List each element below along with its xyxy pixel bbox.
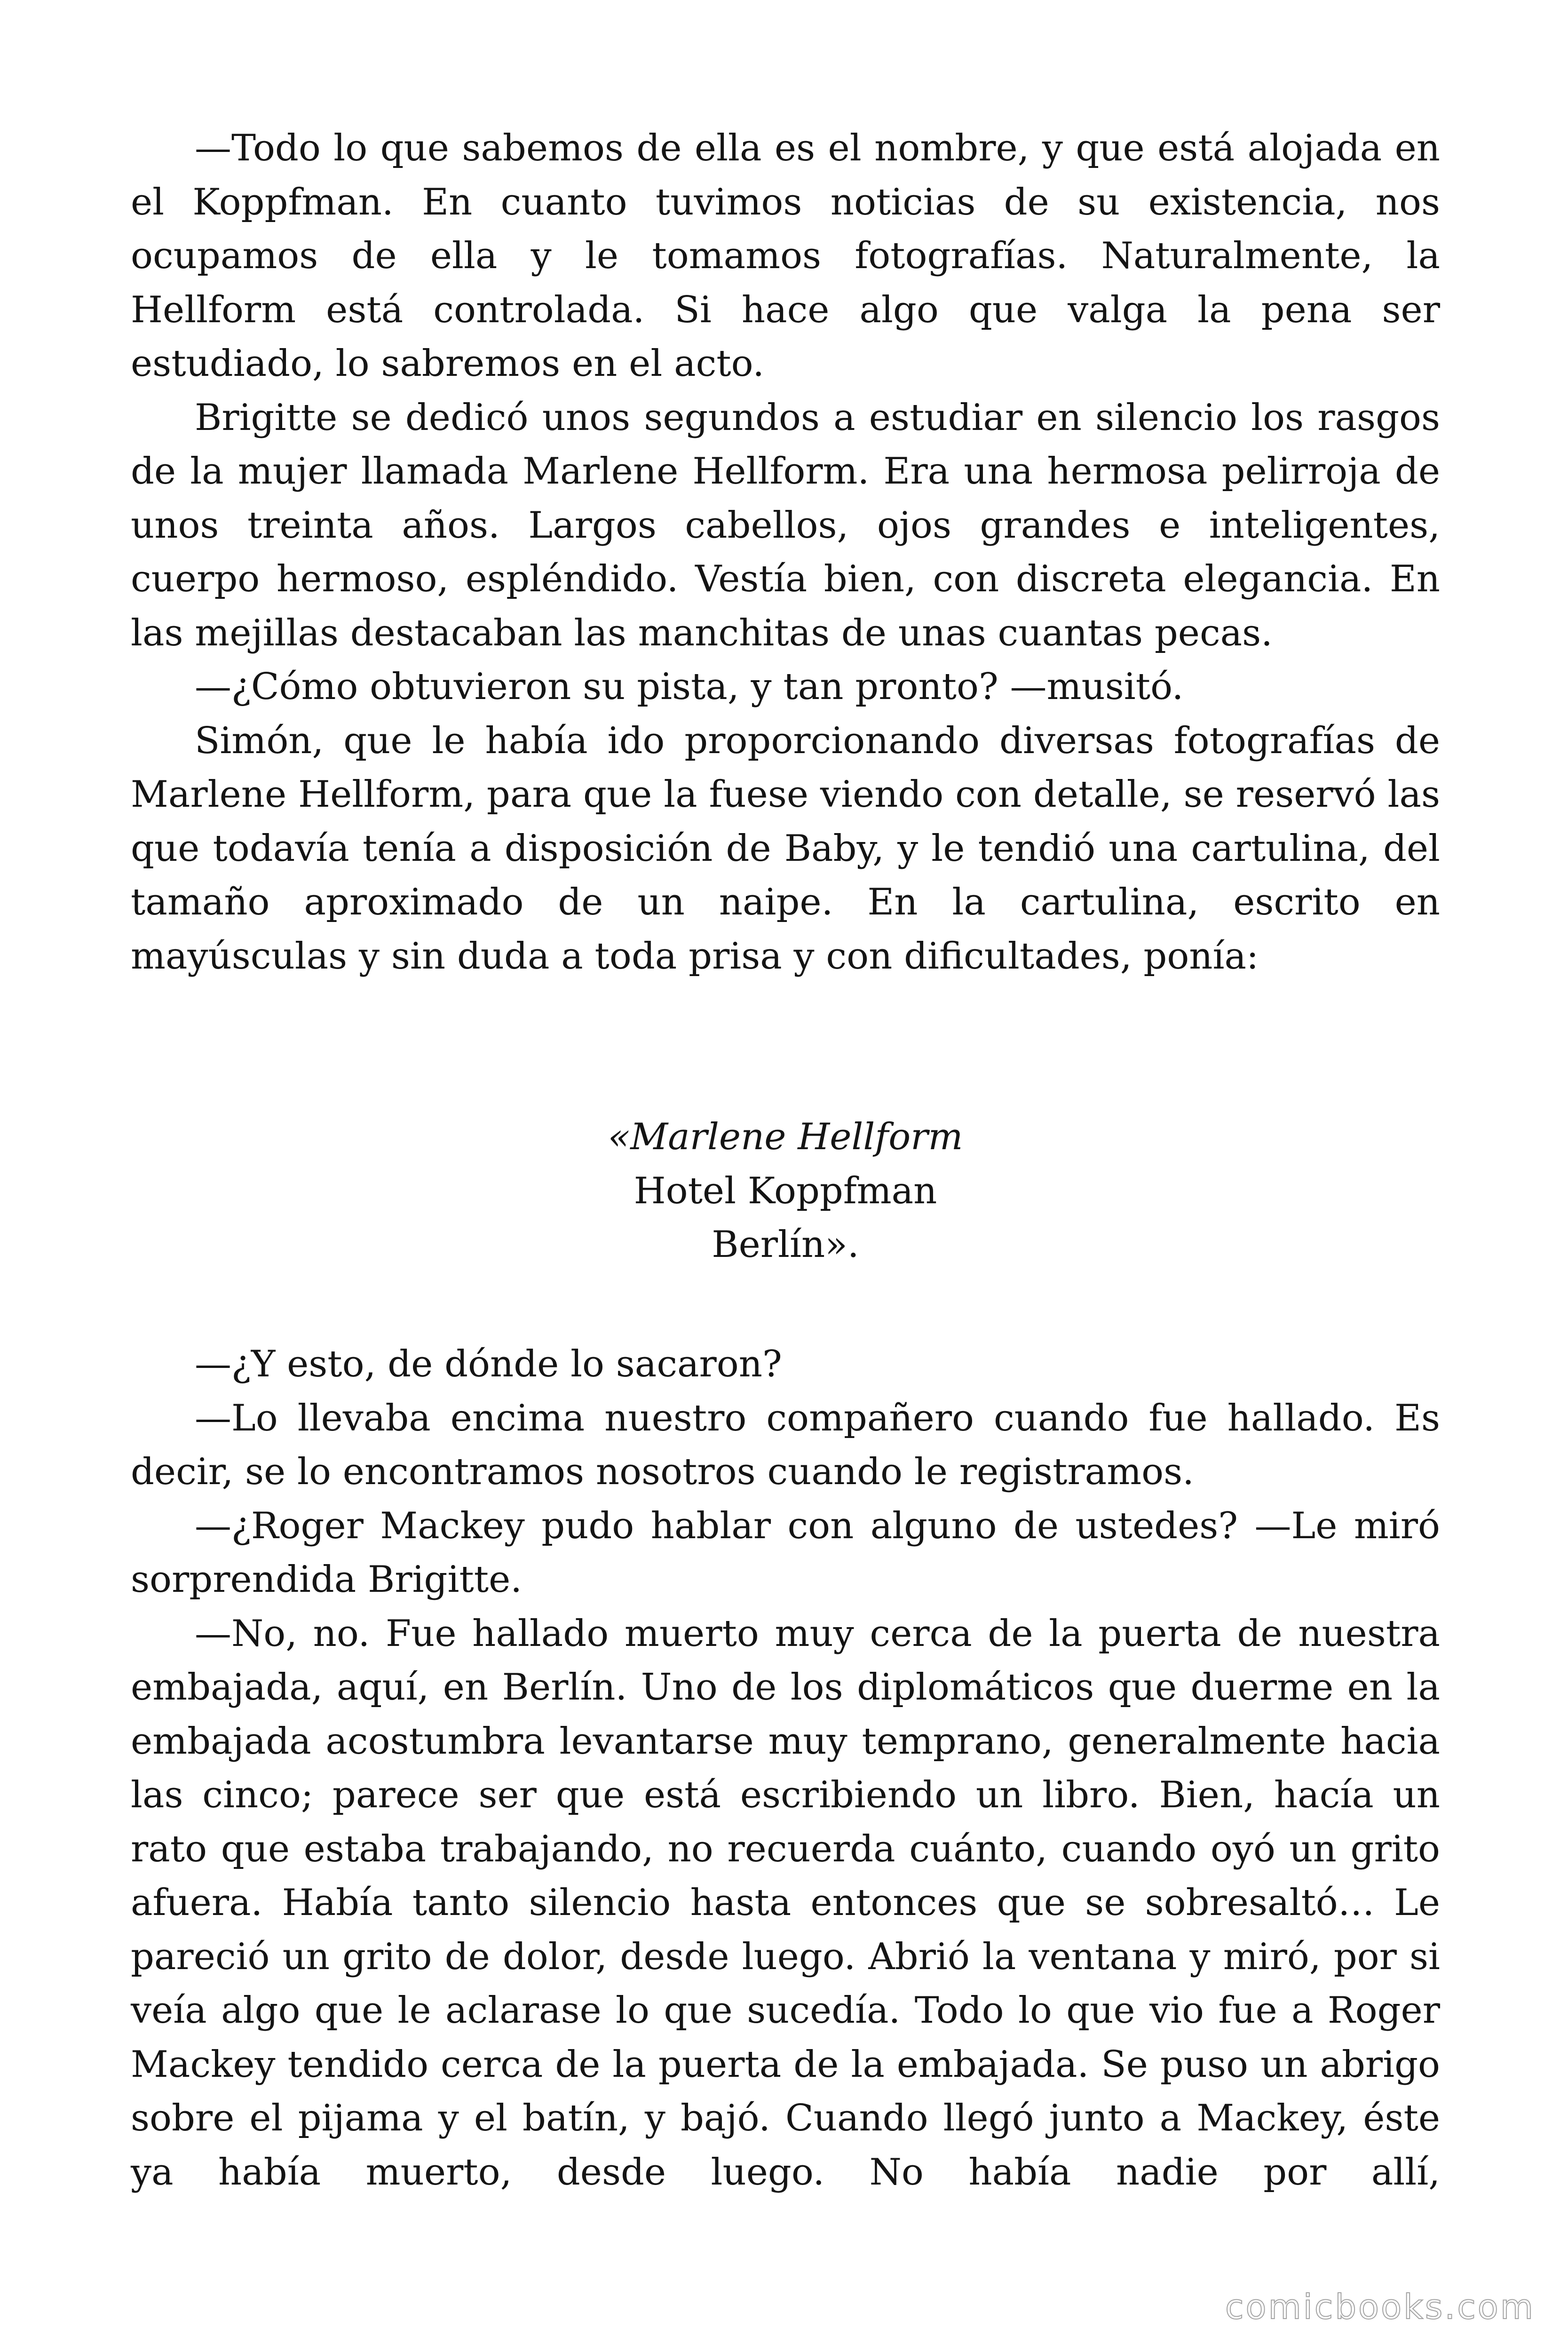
paragraph: —¿Y esto, de dónde lo sacaron?: [195, 1343, 782, 1385]
paragraph: —Todo lo que sabemos de ella es el nombre, y que está alojada en el Koppfman. En cuanto tuvimos noticias de su existencia, nos ocupamos de ella y le tomamos fotografías. Naturalmente, la Hellform está controlada. Si hace algo que valga la pena ser estudiado, lo sabremos en el acto.: [131, 127, 1440, 385]
card-inscription: [131, 1110, 1440, 1272]
paragraph: —No, no. Fue hallado muerto muy cerca de la puerta de nuestra embajada, aquí, en Berlín. Uno de los diplomáticos que duerme en la embajada acostumbra levantarse muy temprano, generalmente hacia las cinco; parece ser que está escribiendo un libro. Bien, hacía un rato que estaba trabajando, no recuerda cuánto, cuando oyó un grito afuera. Había tanto silencio hasta entonces que se sobresaltó… Le pareció un grito de dolor, desde luego. Abrió la ventana y miró, por si veía algo que le aclarase lo que sucedía. Todo lo que vio fue a Roger Mackey tendido cerca de la puerta de la embajada. Se puso un abrigo sobre el pijama y el batín, y bajó. Cuando llegó junto a Mackey, éste ya había muerto, desde luego. No había nadie por allí,: [131, 1612, 1440, 2193]
paragraph: —¿Roger Mackey pudo hablar con alguno de ustedes? —Le miró sorprendida Brigitte.: [131, 1504, 1440, 1601]
paragraph: —¿Cómo obtuvieron su pista, y tan pronto? —musitó.: [195, 666, 1184, 708]
paragraph: Simón, que le había ido proporcionando diversas fotografías de Marlene Hellform, para que la fuese viendo con detalle, se reservó las que todavía tenía a disposición de Baby, y le tendió una cartulina, del tamaño aproximado de un naipe. En la cartulina, escrito en mayúsculas y sin duda a toda prisa y con dificultades, ponía:: [131, 719, 1440, 977]
body-text-top: [131, 121, 1440, 983]
card-name-line: «Marlene Hellform: [608, 1116, 963, 1158]
card-hotel-line: Hotel Koppfman: [634, 1169, 937, 1212]
body-text-bottom: [131, 1337, 1440, 2199]
watermark: comicbooks.com: [1225, 2287, 1535, 2327]
paragraph: Brigitte se dedicó unos segundos a estudiar en silencio los rasgos de la mujer llamada Marlene Hellform. Era una hermosa pelirroja de unos treinta años. Largos cabellos, ojos grandes e inteligentes, cuerpo hermoso, espléndido. Vestía bien, con discreta elegancia. En las mejillas destacaban las manchitas de unas cuantas pecas.: [131, 396, 1440, 654]
card-city-line: Berlín».: [712, 1224, 859, 1266]
paragraph: —Lo llevaba encima nuestro compañero cuando fue hallado. Es decir, se lo encontramos nosotros cuando le registramos.: [131, 1397, 1440, 1493]
